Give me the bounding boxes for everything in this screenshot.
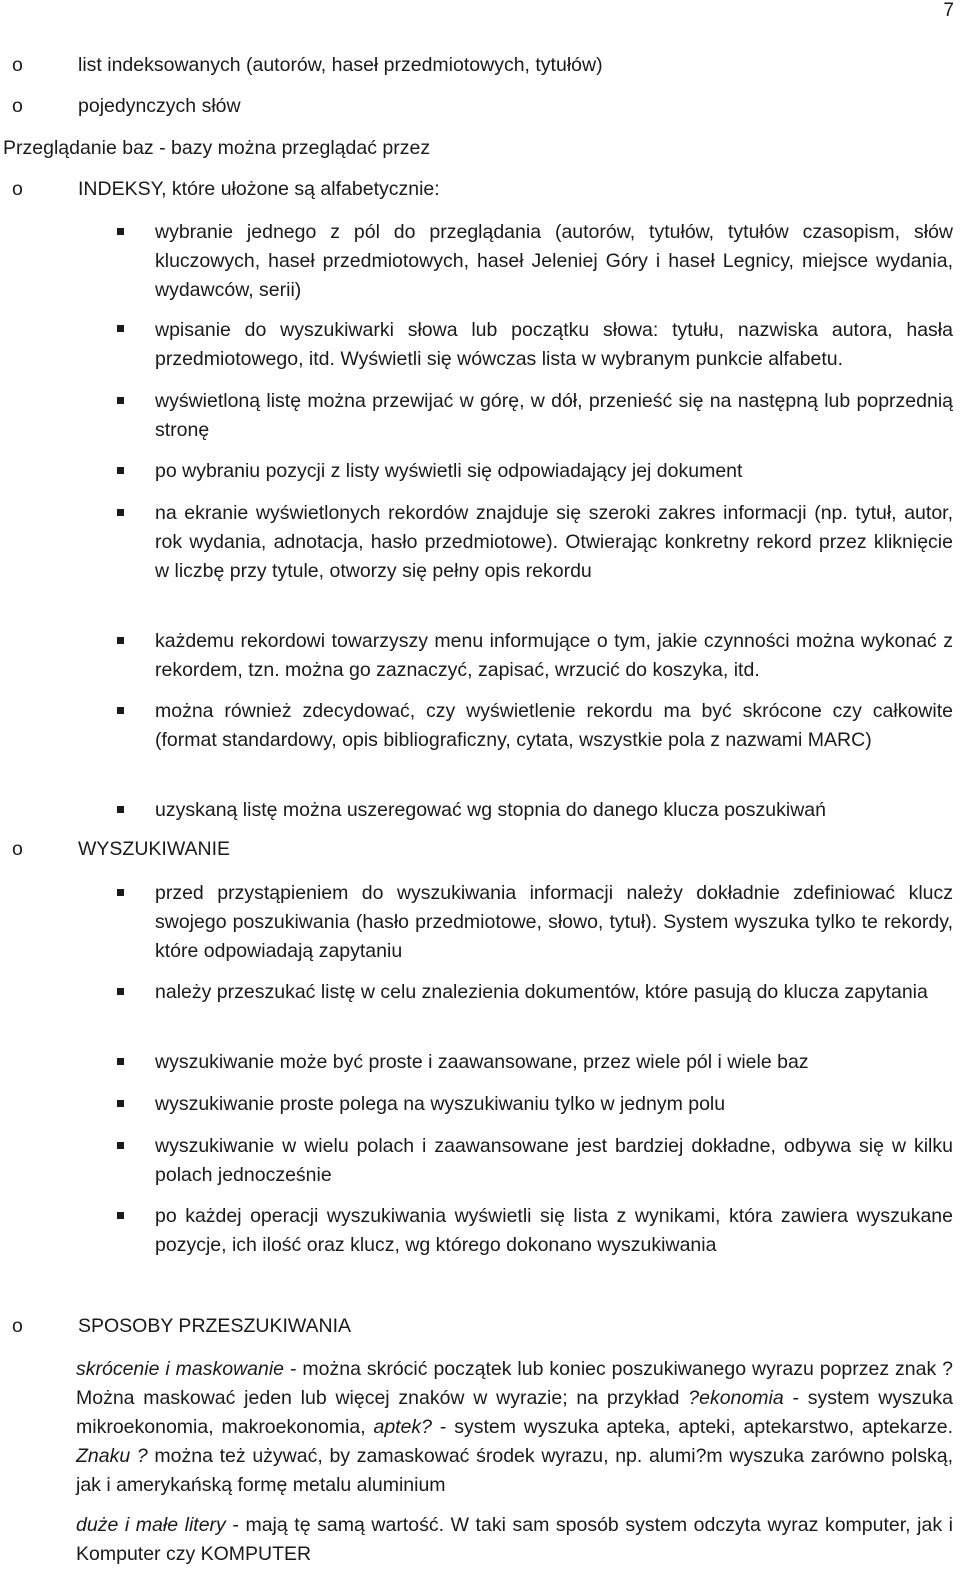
list-item: wyszukiwanie proste polega na wyszukiwaniu tylko w jednym polu xyxy=(155,1093,726,1115)
circle-bullet-icon: o xyxy=(12,95,23,117)
square-bullet-icon xyxy=(117,509,124,516)
square-bullet-icon xyxy=(117,467,124,474)
circle-bullet-icon: o xyxy=(12,1315,23,1337)
section-heading-browse: Przeglądanie baz - bazy można przeglądać przez xyxy=(3,137,431,159)
truncation-example-1: ?ekonomia xyxy=(688,1387,784,1409)
truncation-term: skrócenie i maskowanie xyxy=(76,1358,285,1380)
square-bullet-icon xyxy=(117,637,124,644)
square-bullet-icon xyxy=(117,806,124,813)
list-item: wyszukiwanie może być proste i zaawansowane, przez wiele pól i wiele baz xyxy=(155,1051,809,1073)
list-item: wyszukiwanie w wielu polach i zaawansowane jest bardziej dokładne, odbywa się w kilku polach jednocześnie xyxy=(155,1135,953,1186)
square-bullet-icon xyxy=(117,228,124,235)
circle-bullet-icon: o xyxy=(12,54,23,76)
truncation-example-3: Znaku ? xyxy=(76,1445,148,1467)
square-bullet-icon xyxy=(117,1212,124,1219)
circle-bullet-icon: o xyxy=(12,178,23,200)
list-item: wpisanie do wyszukiwarki słowa lub początku słowa: tytułu, nazwiska autora, hasła przedmiotowego, itd. Wyświetli się wówczas lista w wybranym punkcie alfabetu. xyxy=(155,319,953,370)
truncation-example-2: aptek? xyxy=(373,1416,433,1438)
case-text: - mają tę samą wartość. W taki sam sposób system odczyta wyraz komputer, jak i Komputer czy KOMPUTER xyxy=(76,1514,954,1565)
list-item: pojedynczych słów xyxy=(78,95,241,117)
list-item: na ekranie wyświetlonych rekordów znajduje się szeroki zakres informacji (np. tytuł, autor, rok wydania, adnotacja, hasło przedmiotowe). Otwierając konkretny rekord przez kliknięcie w liczbę przy tytule, otworzy się pełny opis rekordu xyxy=(155,502,953,582)
page-number: 7 xyxy=(943,0,954,21)
list-item: przed przystąpieniem do wyszukiwania informacji należy dokładnie zdefiniować klucz swojego poszukiwania (hasło przedmiotowe, słowo, tytuł). System wyszuka tylko te rekordy, które odpowiadają zapytaniu xyxy=(155,882,953,962)
square-bullet-icon xyxy=(117,988,124,995)
truncation-text-4: można też używać, by zamaskować środek wyrazu, np. alumi?m wyszuka zarówno polską, jak i amerykańską formę metalu aluminium xyxy=(76,1445,953,1496)
square-bullet-icon xyxy=(117,707,124,714)
case-paragraph xyxy=(76,1511,953,1569)
truncation-text-2: - system wyszuka mikroekonomia, makroekonomia, xyxy=(76,1387,953,1438)
square-bullet-icon xyxy=(117,325,124,332)
circle-bullet-icon: o xyxy=(12,838,23,860)
list-item: po wybraniu pozycji z listy wyświetli się odpowiadający jej dokument xyxy=(155,460,743,482)
list-item: można również zdecydować, czy wyświetlenie rekordu ma być skrócone czy całkowite (format standardowy, opis bibliograficzny, cytata, wszystkie pola z nazwami MARC) xyxy=(155,700,953,751)
search-section-label: WYSZUKIWANIE xyxy=(78,838,231,860)
truncation-paragraph xyxy=(76,1355,953,1500)
truncation-text-3: - system wyszuka apteka, apteki, aptekarstwo, aptekarze. xyxy=(432,1416,953,1438)
square-bullet-icon xyxy=(117,397,124,404)
list-item: list indeksowanych (autorów, haseł przedmiotowych, tytułów) xyxy=(78,54,603,76)
list-item: po każdej operacji wyszukiwania wyświetli się lista z wynikami, która zawiera wyszukane pozycje, ich ilość oraz klucz, wg którego dokonano wyszukiwania xyxy=(155,1205,953,1256)
list-item: wyświetloną listę można przewijać w górę, w dół, przenieść się na następną lub poprzednią stronę xyxy=(155,390,953,441)
list-item: uzyskaną listę można uszeregować wg stopnia do danego klucza poszukiwań xyxy=(155,799,826,821)
list-item: wybranie jednego z pól do przeglądania (autorów, tytułów, tytułów czasopism, słów kluczowych, haseł przedmiotowych, haseł Jeleniej Góry i haseł Legnicy, miejsce wydania, wydawców, serii) xyxy=(155,221,953,301)
case-term: duże i małe litery xyxy=(76,1514,226,1536)
list-item: należy przeszukać listę w celu znalezienia dokumentów, które pasują do klucza zapytania xyxy=(155,981,928,1003)
truncation-text-1: - można skrócić początek lub koniec poszukiwanego wyrazu poprzez znak ? Można maskować jeden lub więcej znaków w wyrazie; na przykład xyxy=(76,1358,953,1409)
square-bullet-icon xyxy=(117,889,124,896)
list-item: każdemu rekordowi towarzyszy menu informujące o tym, jakie czynności można wykonać z rekordem, tzn. można go zaznaczyć, zapisać, wrzucić do koszyka, itd. xyxy=(155,630,953,681)
indeksy-label: INDEKSY, które ułożone są alfabetycznie: xyxy=(78,178,440,200)
square-bullet-icon xyxy=(117,1100,124,1107)
square-bullet-icon xyxy=(117,1058,124,1065)
square-bullet-icon xyxy=(117,1142,124,1149)
methods-section-label: SPOSOBY PRZESZUKIWANIA xyxy=(78,1315,352,1337)
